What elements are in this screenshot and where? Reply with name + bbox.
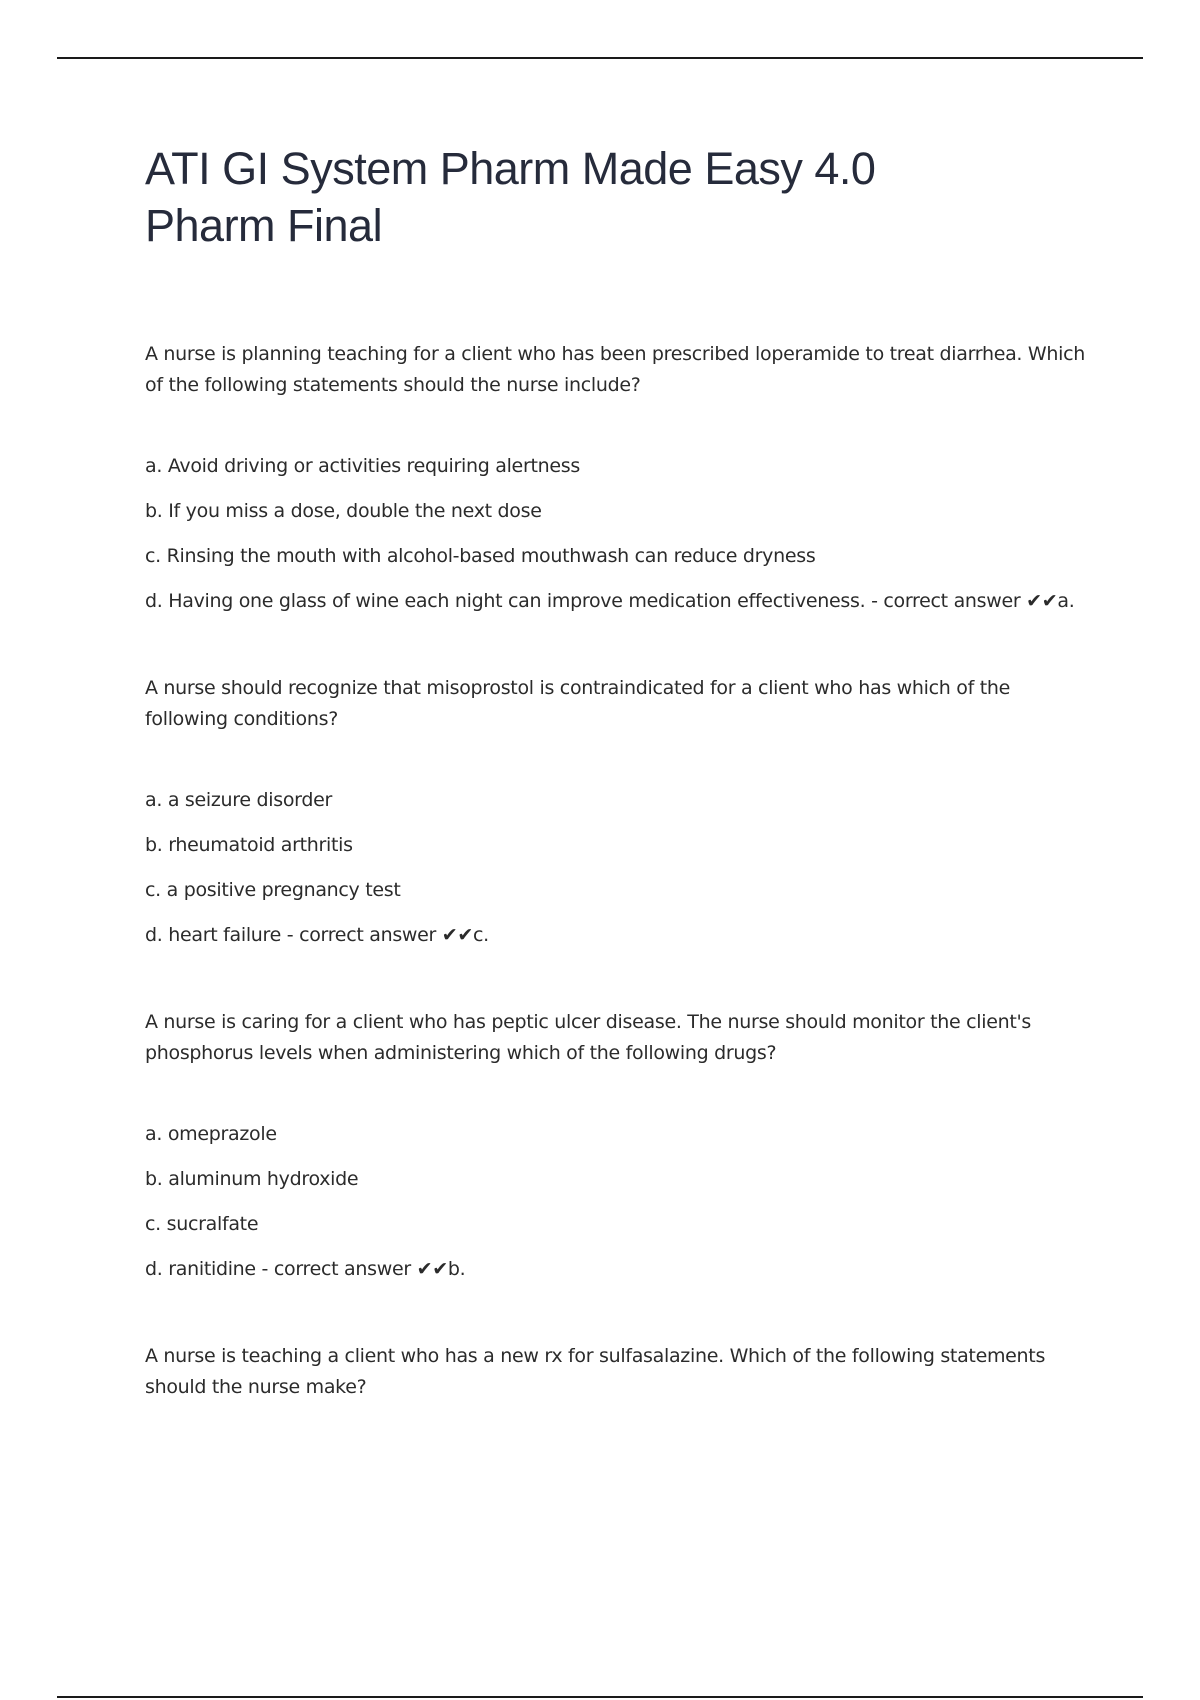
answer-option: c. a positive pregnancy test [145, 879, 401, 901]
answer-option: c. sucralfate [145, 1213, 259, 1235]
question-text: A nurse is teaching a client who has a new rx for sulfasalazine. Which of the following statements should the nurse make? [145, 1345, 1046, 1398]
answer-options [145, 453, 1095, 614]
answer-option: d. Having one glass of wine each night can improve medication effectiveness. - correct answer ✔✔a. [145, 590, 1075, 612]
question-block [145, 1007, 1095, 1282]
question-text: A nurse is planning teaching for a client who has been prescribed loperamide to treat diarrhea. Which of the following statements should the nurse include? [145, 343, 1086, 396]
answer-option: d. ranitidine - correct answer ✔✔b. [145, 1258, 466, 1280]
question-block [145, 1341, 1095, 1403]
answer-option: a. omeprazole [145, 1123, 277, 1145]
top-rule [57, 57, 1143, 59]
answer-options [145, 787, 1095, 948]
answer-option: a. a seizure disorder [145, 789, 333, 811]
page-title: ATI GI System Pharm Made Easy 4.0 Pharm Final [145, 143, 876, 251]
question-block [145, 673, 1095, 948]
question-text: A nurse should recognize that misoprostol is contraindicated for a client who has which of the following conditions? [145, 677, 1010, 730]
answer-option: c. Rinsing the mouth with alcohol-based mouthwash can reduce dryness [145, 545, 816, 567]
answer-option: b. If you miss a dose, double the next dose [145, 500, 542, 522]
question-text: A nurse is caring for a client who has peptic ulcer disease. The nurse should monitor the client's phosphorus levels when administering which of the following drugs? [145, 1011, 1032, 1064]
bottom-rule [57, 1696, 1143, 1698]
document-body [145, 140, 1095, 1403]
answer-option: a. Avoid driving or activities requiring alertness [145, 455, 580, 477]
answer-option: d. heart failure - correct answer ✔✔c. [145, 924, 489, 946]
answer-options [145, 1121, 1095, 1282]
question-block [145, 339, 1095, 614]
answer-option: b. aluminum hydroxide [145, 1168, 359, 1190]
answer-option: b. rheumatoid arthritis [145, 834, 353, 856]
